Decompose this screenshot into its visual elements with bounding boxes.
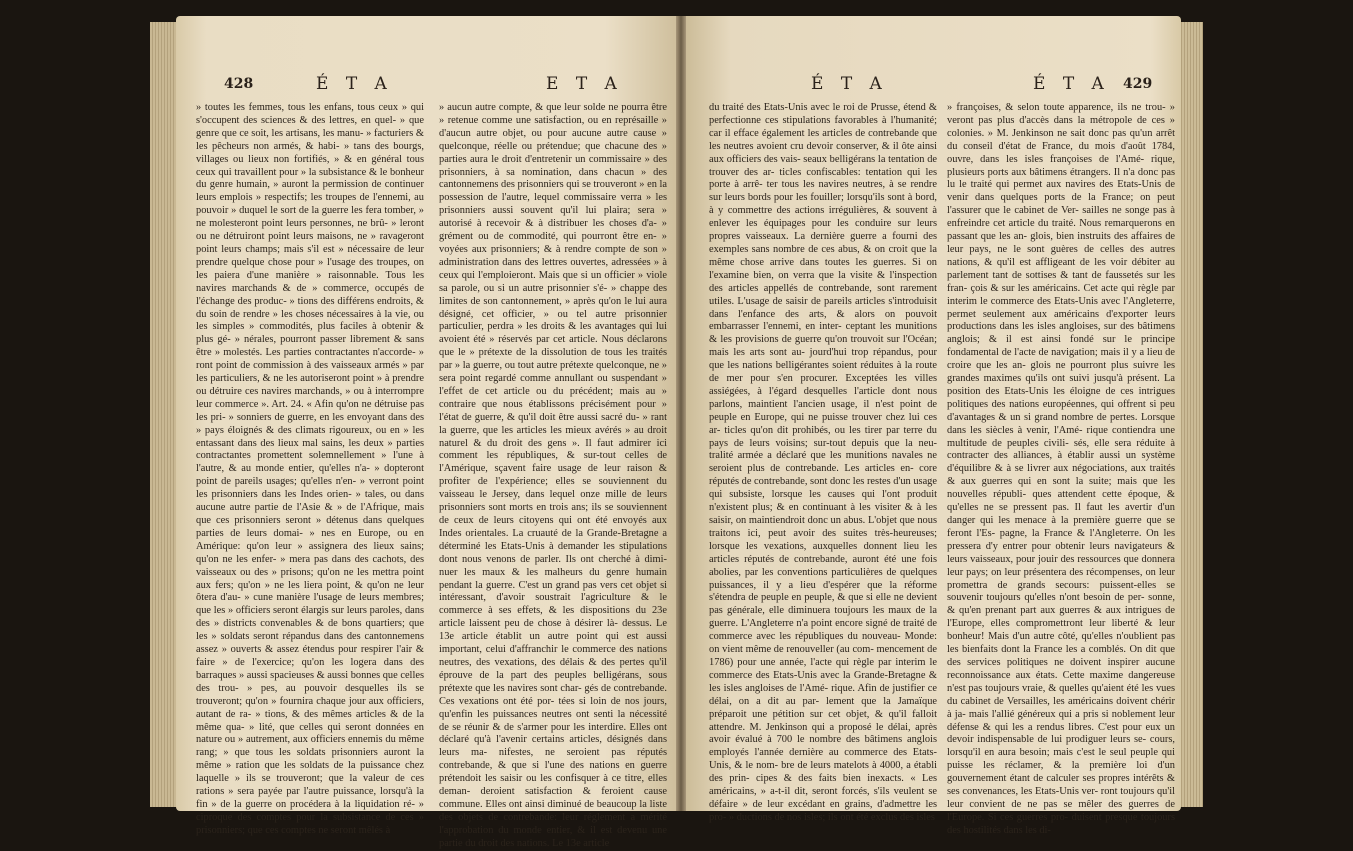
right-col2-text: » françoises, & selon toute apparence, ils ne trou- » veront pas plus d'accès dans la métropole de ces » colonies. » M. Jenkinson ne sait donc pas qu'un arrêt du conseil d'état de France, du mois d'août 1784, ouvre, dans les isles françoises de l'Amé- rique, plusieurs ports aux bâtimens étrangers. Il n'a donc pas lu le traité qui permet aux navires des Etats-Unis de venir dans quelques ports de la France; on peut l'assurer que le cabinet de Ver- sailles ne songe pas à enfreindre cet article du traité. Nous remarquerons en passant que les an- glois, bien instruits des affaires de leur pays, ne le sont guères de celles des autres nations, & qu'il est affligeant de les voir débiter au parlement tant de sottises & tant de faussetés sur les fran- çois & sur les américains. Cet acte qui règle par interim le commerce des Etats-Unis avec l'Angleterre, permet seulement aux américains d'exporter leurs productions dans les isles angloises, sur des bâtimens anglois; & il est ainsi fondé sur le principe fondamental de l'acte de navigation; mais il y a lieu de croire que les an- glois ne pourront plus suivre les grandes maximes qu'ils ont suivi jusqu'à présent. La position des Etats-Unis les éloigne de ces intrigues politiques des nations européennes, qui offrent si peu d'avantages & un si grand nombre de pertes. Lorsque dans les siècles à venir, l'Amé- rique contiendra une multitude de peuples civili- sés, elle sera réduite à contracter des alliances, à établir aussi un système d'équilibre & à se livrer aux négociations, aux traités & aux guerres qui en sont la suite; mais que les nouvelles républi- ques attendent cette époque, & qu'elles ne se pressent pas. Il faut les avertir d'un danger qui les menace à la première guerre que se feront l'Es- pagne, la France & l'Angleterre. On les pressera d'y entrer pour obtenir leurs navigateurs & leurs vaisseaux, pour jouir des ressources que donnera leur pays; on leur présentera des récompenses, on leur promettra de grands secours: puissent-elles se souvenir toujours qu'elles n'ont besoin de per- sonne, & qu'en prenant part aux guerres & aux intrigues de l'Europe, elles compromettront leur liberté & leur bonheur! Mais d'un autre côté, qu'elles n'oublient pas les bienfaits dont la France les a comblés. On dit que des services politiques ne doivent inspirer aucune reconnoissance aux états. Cette maxime dangereuse n'est pas toujours vraie, & quelles qu'aient été les vues du cabinet de Versailles, les américains doivent chérir à ja- mais l'allié généreux qui a pris si noblement leur défense & qui les a rendus libres. C'est pour eux un devoir indispensable de lui prodiguer leurs se- cours, lorsqu'il en aura besoin; mais c'est le seul peuple qui puisse les réclamer, & la première loi d'un gouvernement étant de calculer ses propres intérêts & ses convenances, les Etats-Unis ver- ront toujours qu'il leur convient de ne pas se mêler des guerres de l'Europe. Si ces guerres pro- duisent presque toujours des hostilités dans les di- [947, 102, 1175, 836]
left-page [176, 16, 681, 849]
running-head-right-col2: É T A [1033, 74, 1110, 94]
left-col2-text: » aucun autre compte, & que leur solde ne pourra être » retenue comme une satisfaction, ou en représaille » d'aucun autre objet, ou pour aucune autre cause » quelconque, réelle ou prétendue; que chacune des » parties aura le droit d'entretenir un commissaire » des prisonniers, à sa nomination, dans chacun » des cantonnemens des prisonniers qui se trouveront » en la possession de l'autre, lequel commissaire verra » les prisonniers aussi souvent qu'il lui plaira; sera » autorisé à recevoir & à distribuer les choses d'a- » grément ou de commodité, qui pourront être en- » voyées aux prisonniers; & à rendre compte de son » administration dans des lettres ouvertes, adressées » à ceux qui l'emploieront. Mais que si un officier » viole sa parole, ou si un autre prisonnier s'é- » chappe des limites de son cantonnement, » après qu'on le lui aura désigné, cet officier, » ou tel autre prisonnier particulier, perdra » les droits & les avantages qui lui avoient été » réservés par cet article. Nous déclarons que le » prétexte de la dissolution de tous les traités par » la guerre, ou tout autre prétexte quelconque, ne » sera point regardé comme annullant ou suspendant » l'effet de cet article ou du précédent; mais au » contraire que nous établissons précisément pour » l'état de guerre, & qu'il doit être aussi sacré du- » rant la guerre, que les articles les mieux avérés » au droit naturel & du droit des gens ». Il faut admirer ici comment les républiques, & sur-tout celles de l'Amérique, sçavent faire usage de leur raison & profiter de l'expérience; elles se souviennent du vaisseau le Jersey, dans lequel onze mille de leurs prisonniers sont morts en trois ans; ils se souviennent de ceux de leurs citoyens qui ont été envoyés aux Indes orientales. La cruauté de la Grande-Bretagne a déterminé les Etats-Unis à demander les stipulations dont nous venons de parler. Ils ont cherché à dimi- nuer les maux & les malheurs du genre humain pendant la guerre. C'est un grand pas vers cet objet si intéressant, d'avoir soustrait l'agriculture & le commerce à ses effets, & les dispositions du 23e article laissent peu de chose à désirer là- dessus. Le 13e article établit un autre point qui est aussi important, celui d'affranchir le commerce des nations neutres, des vexations, des délais & des pertes qu'il éprouve de la part des peuples belligérans, sous prétexte que les navires sont char- gés de contrebande. Ces vexations ont été por- tées si loin de nos jours, qu'enfin les puissances neutres ont senti la nécessité de se réunir & de s'armer pour les interdire. Elles ont déclaré qu'à l'avenir certains articles, désignés dans leurs ma- nifestes, ne seroient pas réputés contrebande, & que si l'une des nations en guerre prétendoit les saisir ou les confisquer à ce titre, elles deman- deroient satisfaction & feroient cause commune. Elles ont ainsi diminué de beaucoup la liste des objets de contrebande: leur réglement a mérité l'approbation du monde entier, & il est devenu une partie du droit des nations. Le 13e article [439, 102, 667, 849]
book-gutter [676, 16, 686, 811]
right-col1-text: du traité des Etats-Unis avec le roi de Prusse, étend & perfectionne ces stipulations favorables à l'humanité; car il efface également les articles de contrebande que les neutres avoient cru devoir conserver, & il ôte ainsi aux officiers des vais- seaux belligérans la tentation de trouver des ar- ticles confiscables: tentation qui les porte à arrê- ter tous les navires neutres, à se rendre sur leurs bords pour les fouiller; lorsqu'ils sont à bord, à y commettre des actions irrégulières, & souvent à enlever les équipages pour les conduire sur leurs propres vaisseaux. La dernière guerre a fourni des exemples sans nombre de ces abus, & on croit que la même chose arrive dans toutes les guerres. Si on l'examine bien, on verra que la visite & l'inspection des articles appellés de contrebande, sont rarement utiles. L'usage de saisir de pareils articles s'introduisit dans l'enfance des arts, & alors on pouvoit embarrasser l'ennemi, en inter- ceptant les munitions & les provisions de guerre qu'on trouvoit sur l'Océan; mais les arts sont au- jourd'hui trop répandus, pour que les nations belligérantes soient réduites à la route de mer pour s'en procurer. Exceptées les villes assiégées, à l'égard desquelles l'article dont nous parlons, maintient l'ancien usage, il n'est point de peuple en Europe, qui ne puisse trouver chez lui ces ar- ticles qu'on dit prohibés, ou les tirer par terre du pays de leurs voisins; sur-tout depuis que la neu- tralité armée a déclaré que les munitions navales ne seroient plus de contrebande. Les articles en- core réputés de contrebande, sont donc les restes d'un usage qui subsiste, lorsque les causes qui l'ont produit n'existent plus; & en continuant à les visiter & à les saisir, on maintiendroit donc un abus. L'objet que nous traitons ici, peut avoir des suites très-heureuses; lorsque les vexations, auxquelles donnent lieu les articles réputés de contrebande, auront été une fois abolies, par les conventions particulières de quelques puissances, il y a lieu d'espérer que la réforme s'étendra de peuple en peuple, & que si elle ne devient pas générale, elle diminuera toujours les maux de la guerre. L'Angleterre n'a point encore signé de traité de commerce avec les républiques du nouveau- Monde: on vient même de renouveller (au com- mencement de 1786) pour une année, l'acte qui règle par interim le commerce des Etats-Unis avec la Grande-Bretagne & les isles angloises de l'Amé- rique. Afin de justifier ce délai, on a dit au par- lement que la Jamaïque préparoit une pétition sur cet objet, & qu'il falloit attendre. M. Jenkinson qui a proposé le délai, après avoir évalué à 700 le nombre des bâtimens anglois employés l'année dernière au commerce des Etats-Unis, & le nom- bre de leurs matelots à 4000, a établi des prin- cipes & des faits bien inexacts. « Les américains, » a-t-il dit, seront forcés, s'ils veulent se défaire » de leur excédant en grains, d'admettre les pro- » ductions de nos isles; ils ont été exclus des isles [709, 102, 937, 823]
left-page-header [176, 72, 681, 98]
page-number-left: 428 [224, 76, 254, 92]
page-number-right: 429 [1123, 76, 1153, 92]
running-head-right-col1: É T A [811, 74, 888, 94]
page-edges-right [1181, 22, 1203, 807]
left-page-column-1 [196, 102, 424, 836]
left-page-column-2 [439, 102, 667, 849]
running-head-left-col2: E T A [546, 74, 623, 94]
right-page-column-1 [709, 102, 937, 823]
page-edges-left [150, 22, 176, 807]
running-head-left-col1: É T A [316, 74, 393, 94]
left-col1-text: » toutes les femmes, tous les enfans, tous ceux » qui s'occupent des sciences & des lettres, en quel- » que genre que ce soit, les artisans, les manu- » facturiers & les pêcheurs non armés, & habi- » tans des bourgs, villages ou lieux non fortifiés, » & en général tous ceux qui travaillent pour » la subsistance & le bonheur du genre humain, » auront la permission de continuer leurs emplois » respectifs; les troupes de l'ennemi, au pouvoir » duquel le sort de la guerre les fera tomber, » ne molesteront point leurs personnes, ne brû- » leront ou ne détruiront point leurs maisons, ne » ravageront point leurs champs; mais s'il est » nécessaire de leur prendre quelque chose pour » l'usage des troupes, on les paiera d'une manière » raisonnable. Tous les navires marchands & de » commerce, occupés de l'échange des produc- » tions des différens endroits, & du soin de rendre » les choses nécessaires à la vie, ou les simples » commodités, plus faciles à obtenir & plus gé- » nérales, pourront passer librement & sans être » molestés. Les parties contractantes n'accorde- » ront point de commission à des vaisseaux armés » par les particuliers, & ne les autoriseront point » à prendre ou détruire ces navires marchands, » ou à interrompre leur commerce ». Art. 24. « Afin qu'on ne détruise pas les pri- » sonniers de guerre, en les envoyant dans des » pays éloignés & des climats rigoureux, ou en » les entassant dans des lieux mal sains, les deux » parties contractantes promettent solemnellement » l'une à l'autre, & au monde entier, qu'elles n'a- » dopteront point de pareils usages; qu'elles n'en- » verront point les prisonniers dans les Indes orien- » tales, ou dans aucune autre partie de l'Asie & » de l'Afrique, mais que ces prisonniers seront » détenus dans quelques parties de leurs domai- » nes en Europe, ou en Amérique: qu'on leur » assignera des lieux sains; qu'on ne les enfer- » mera pas dans des cachots, des vaisseaux ou des » prisons; qu'on ne les mettra point aux fers; qu'on » ne les liera point, & qu'on ne leur ôtera d'au- » cune manière l'usage de leurs membres; que les » officiers seront élargis sur leurs paroles, dans des » districts convenables & de bons quartiers; que les » soldats seront répandus dans des cantonnemens assez » ouverts & assez étendus pour respirer l'air & faire » de l'exercice; qu'on les logera dans des barraques » aussi spacieuses & aussi bonnes que celles des trou- » pes, au pouvoir desquelles ils se trouveront; qu'on » fournira chaque jour aux officiers, autant de ra- » tions, & des mêmes articles & de la même qua- » lité, que celles qui seront données en nature ou » autrement, aux officiers ennemis du même rang; » que tous les soldats prisonniers auront la même » ration que les soldats de la puissance chez laquelle » ils se trouveront; que la valeur de ces rations » sera payée par l'autre puissance, lorsqu'à la fin » de la guerre on procédera à la liquidation ré- » ciproque des comptes pour la subsistance de ces » prisonniers; que ces comptes ne seront mêlés à [196, 102, 424, 836]
right-page [681, 16, 1181, 836]
right-page-column-2 [947, 102, 1175, 836]
right-page-header [681, 72, 1181, 98]
